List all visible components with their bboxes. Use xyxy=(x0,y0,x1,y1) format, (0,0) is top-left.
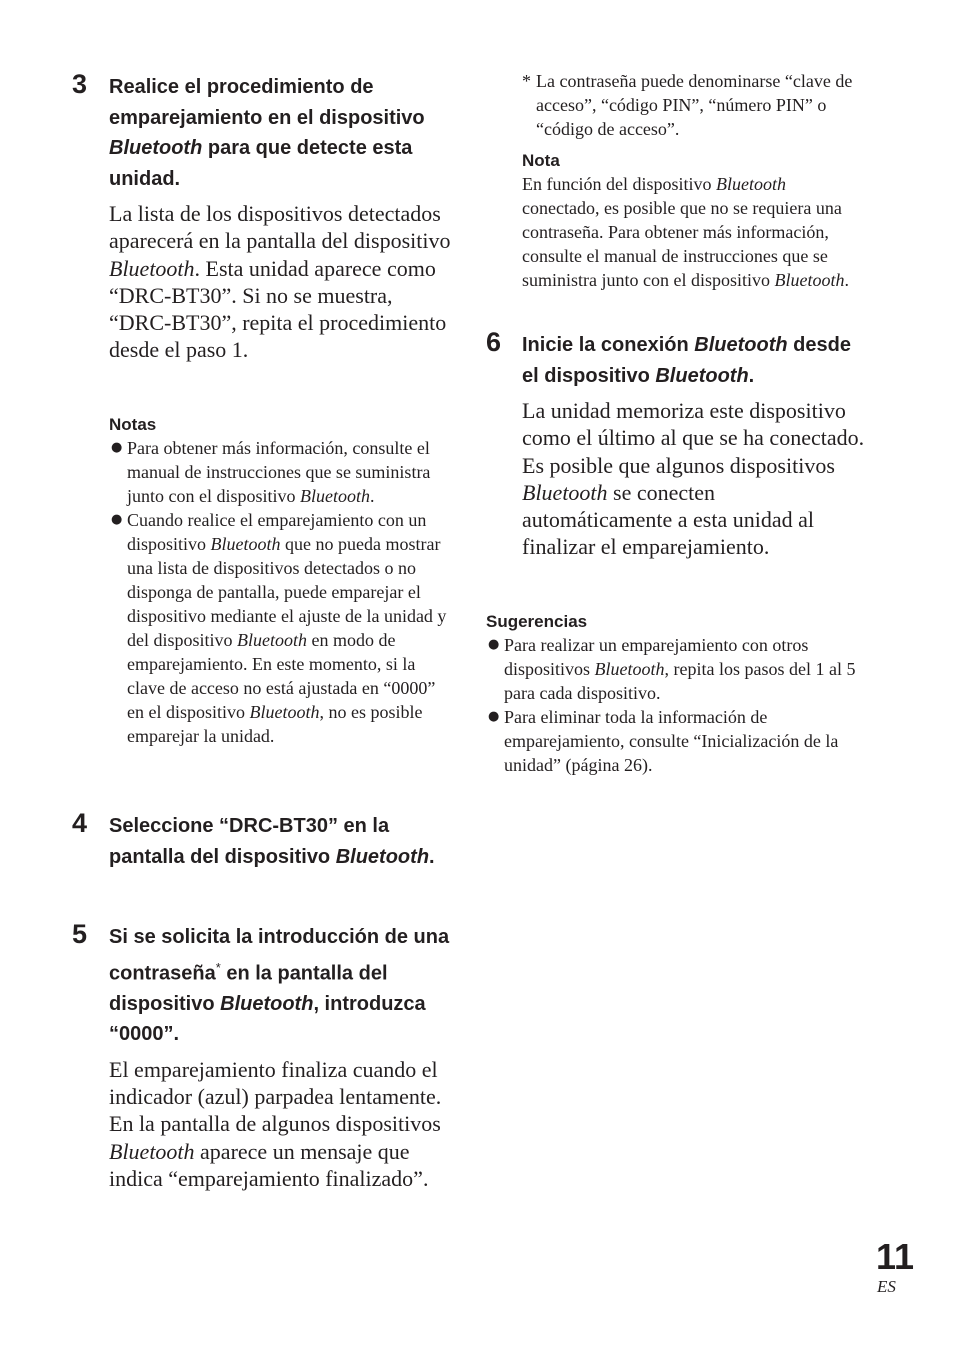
heading-italic: Bluetooth xyxy=(694,334,788,356)
nota-italic: Bluetooth xyxy=(774,270,845,290)
item-text: Para obtener más información, consulte el manual de instrucciones que se suministra junto con el dispositivo xyxy=(127,438,431,506)
language-code: ES xyxy=(877,1277,896,1296)
heading-text: . xyxy=(429,845,435,868)
footnote-mark: * xyxy=(522,71,531,91)
bullet-icon: ● xyxy=(111,512,123,527)
heading-text: en la pantalla del dispositivo xyxy=(109,962,388,1015)
heading-text: . xyxy=(748,364,755,387)
notes-label: Notas xyxy=(109,415,157,434)
tips-block xyxy=(486,611,866,777)
body-text: La lista de los dispositivos detectados aparecerá en la pantalla del dispositivo xyxy=(109,201,451,254)
step-heading xyxy=(522,330,866,391)
heading-text: para que detecte esta unidad. xyxy=(109,137,413,190)
step-heading xyxy=(109,72,452,194)
step-5 xyxy=(72,919,452,1192)
bullet-icon: ● xyxy=(111,440,123,455)
body-text: . Esta unidad aparece como “DRC-BT30”. Si no se muestra, “DRC-BT30”, repita el procedimiento desde el paso 1. xyxy=(109,255,447,363)
footnote xyxy=(522,69,866,141)
nota-italic: Bluetooth xyxy=(715,174,786,194)
item-text: en modo de emparejamiento. En este momento, si la clave de acceso no está ajustada en “0000” en el dispositivo xyxy=(127,630,436,722)
item-text: Para eliminar toda la información de emparejamiento, consulte “Inicialización de la unidad” (página 26). xyxy=(504,707,839,775)
item-text: , no es posible emparejar la unidad. xyxy=(127,702,423,746)
nota-body: . xyxy=(844,270,849,290)
step-number: 6 xyxy=(486,327,502,357)
heading-text: Si se solicita la introducción de una contraseña xyxy=(109,926,450,985)
step-heading xyxy=(109,922,452,1050)
item-text: . xyxy=(370,486,375,506)
item-text: , repita los pasos del 1 al 5 para cada dispositivo. xyxy=(504,659,856,703)
bullet-icon: ● xyxy=(488,709,500,724)
step-6 xyxy=(486,327,866,561)
step-number: 3 xyxy=(72,69,88,99)
footnote-body: La contraseña puede denominarse “clave de acceso”, “código PIN”, “número PIN” o “código de acceso”. xyxy=(536,71,853,139)
item-text: que no pueda mostrar una lista de dispositivos detectados o no disponga de pantalla, puede emparejar el dispositivo mediante el ajuste de la unidad y del dispositivo xyxy=(127,534,447,650)
heading-text: , introduzca “0000”. xyxy=(109,992,426,1046)
nota-text xyxy=(522,172,866,292)
page-number: 11 xyxy=(876,1236,915,1277)
tips-list xyxy=(486,633,866,777)
heading-italic: Bluetooth xyxy=(109,137,203,159)
heading-text: Seleccione “DRC-BT30” en la pantalla del dispositivo xyxy=(109,815,390,868)
body-text: La unidad memoriza este dispositivo como el último al que se ha conectado. Es posible que algunos dispositivos xyxy=(522,398,865,478)
body-italic: Bluetooth xyxy=(109,1138,195,1164)
item-italic: Bluetooth xyxy=(249,702,320,722)
list-item xyxy=(486,633,866,705)
heading-text: Inicie la conexión xyxy=(522,334,695,356)
step-heading xyxy=(109,811,452,872)
step-number: 5 xyxy=(72,919,88,949)
body-text: aparece un mensaje que indica “emparejamiento finalizado”. xyxy=(109,1138,429,1191)
item-italic: Bluetooth xyxy=(594,659,665,679)
heading-italic: Bluetooth xyxy=(655,364,749,387)
list-item xyxy=(109,436,452,508)
heading-italic: Bluetooth xyxy=(335,845,430,868)
step-body xyxy=(109,1056,452,1192)
item-text: Cuando realice el emparejamiento con un dispositivo xyxy=(127,510,427,554)
bullet-icon: ● xyxy=(488,637,500,652)
nota-label: Nota xyxy=(522,151,560,170)
step-body xyxy=(109,200,452,364)
step-3 xyxy=(72,69,452,364)
body-italic: Bluetooth xyxy=(109,255,195,281)
tips-label: Sugerencias xyxy=(486,612,588,631)
step-body xyxy=(522,397,866,561)
nota-block xyxy=(522,150,866,292)
heading-italic: Bluetooth xyxy=(220,992,314,1015)
body-text: El emparejamiento finaliza cuando el indicador (azul) parpadea lentamente. En la pantalla de algunos dispositivos xyxy=(109,1056,442,1137)
notes-block xyxy=(109,414,452,748)
heading-text: Realice el procedimiento de emparejamiento en el dispositivo xyxy=(109,76,425,129)
heading-text: desde el dispositivo xyxy=(522,334,851,387)
footnote-text xyxy=(522,69,866,141)
list-item xyxy=(109,508,452,748)
body-text: se conecten automáticamente a esta unidad al finalizar el emparejamiento. xyxy=(522,479,814,560)
notes-list xyxy=(109,436,452,748)
body-italic: Bluetooth xyxy=(522,479,608,505)
step-4 xyxy=(72,808,452,872)
item-text: Para realizar un emparejamiento con otros dispositivos xyxy=(504,635,809,679)
list-item xyxy=(486,705,866,777)
footnote-mark: * xyxy=(215,959,221,975)
step-number: 4 xyxy=(72,808,88,838)
item-italic: Bluetooth xyxy=(210,534,281,554)
nota-body: En función del dispositivo xyxy=(522,174,716,194)
item-italic: Bluetooth xyxy=(237,630,308,650)
item-italic: Bluetooth xyxy=(300,486,370,506)
nota-body: conectado, es posible que no se requiera una contraseña. Para obtener más información, consulte el manual de instrucciones que se suministra junto con el dispositivo xyxy=(522,198,842,290)
